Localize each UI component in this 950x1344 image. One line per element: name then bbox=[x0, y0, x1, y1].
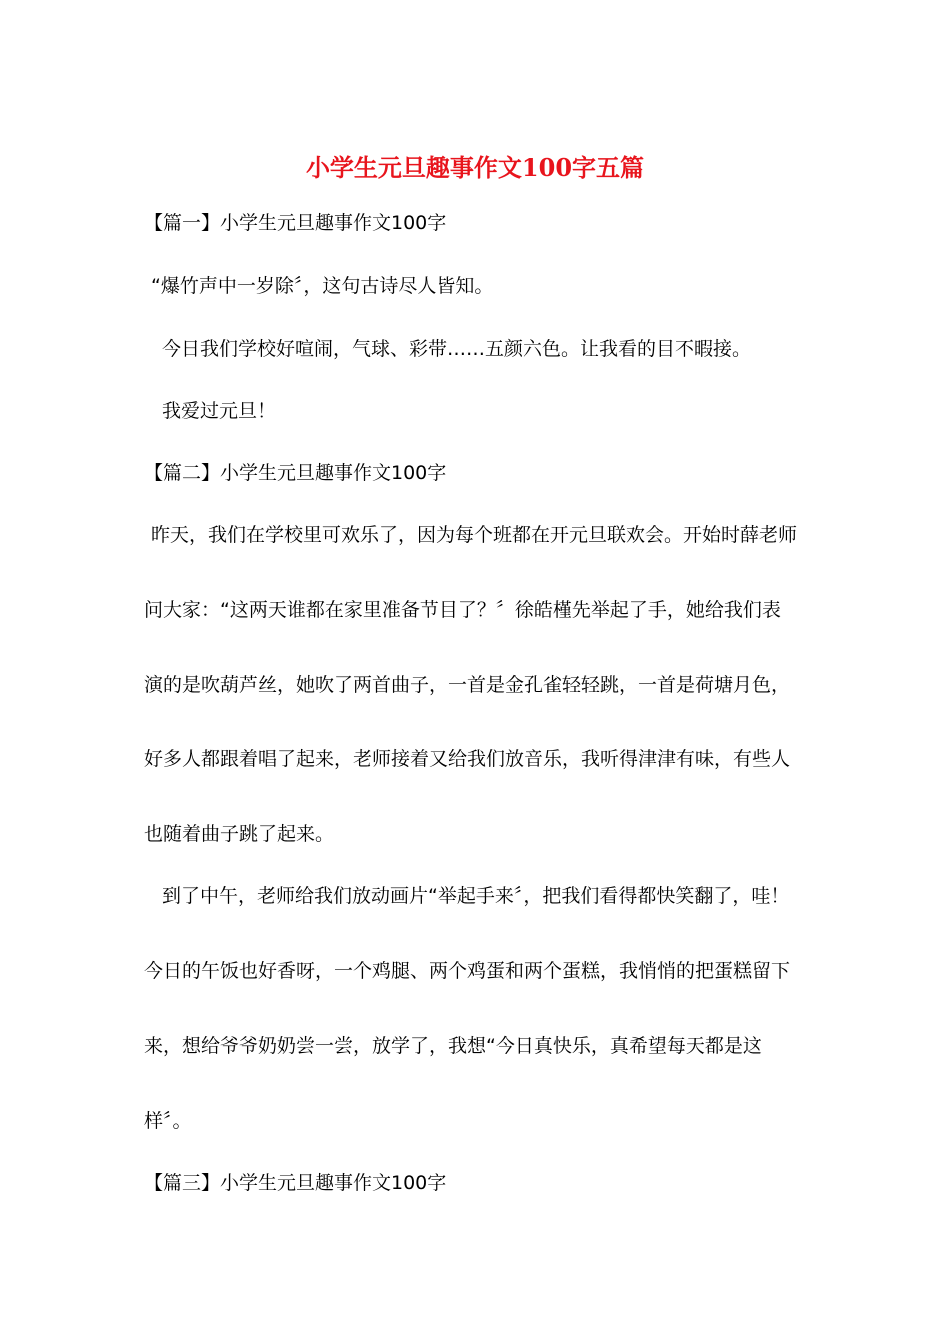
paragraph-line: 也随着曲子跳了起来。 bbox=[144, 823, 335, 845]
paragraph-line: 今日的午饭也好香呀，一个鸡腿、两个鸡蛋和两个蛋糕，我悄悄的把蛋糕留下 bbox=[144, 960, 791, 982]
paragraph-line: 来，想给爷爷奶奶尝一尝，放学了，我想“今日真快乐，真希望每天都是这 bbox=[144, 1035, 762, 1057]
paragraph-line: 昨天，我们在学校里可欢乐了，因为每个班都在开元旦联欢会。开始时薛老师 bbox=[151, 524, 798, 546]
document-title: 小学生元旦趣事作文100字五篇 bbox=[305, 153, 645, 182]
paragraph-line: “爆竹声中一岁除〞，这句古诗尽人皆知。 bbox=[151, 275, 494, 297]
paragraph-line: 到了中午，老师给我们放动画片“举起手来〞，把我们看得都快笑翻了，哇！ bbox=[162, 885, 790, 907]
section-heading-3: 【篇三】小学生元旦趣事作文100字 bbox=[144, 1172, 447, 1194]
paragraph-line: 问大家：“这两天谁都在家里准备节目了？〞徐皓槿先举起了手，她给我们表 bbox=[144, 599, 781, 621]
section-heading-2: 【篇二】小学生元旦趣事作文100字 bbox=[144, 462, 447, 484]
paragraph-line: 今日我们学校好喧闹，气球、彩带……五颜六色。让我看的目不暇接。 bbox=[162, 338, 752, 360]
paragraph-line: 我爱过元旦！ bbox=[162, 400, 277, 422]
paragraph-line: 样〞。 bbox=[144, 1110, 192, 1132]
section-heading-1: 【篇一】小学生元旦趣事作文100字 bbox=[144, 212, 447, 234]
paragraph-line: 演的是吹葫芦丝，她吹了两首曲子，一首是金孔雀轻轻跳，一首是荷塘月色， bbox=[144, 674, 791, 696]
paragraph-line: 好多人都跟着唱了起来，老师接着又给我们放音乐，我听得津津有味，有些人 bbox=[144, 748, 791, 770]
